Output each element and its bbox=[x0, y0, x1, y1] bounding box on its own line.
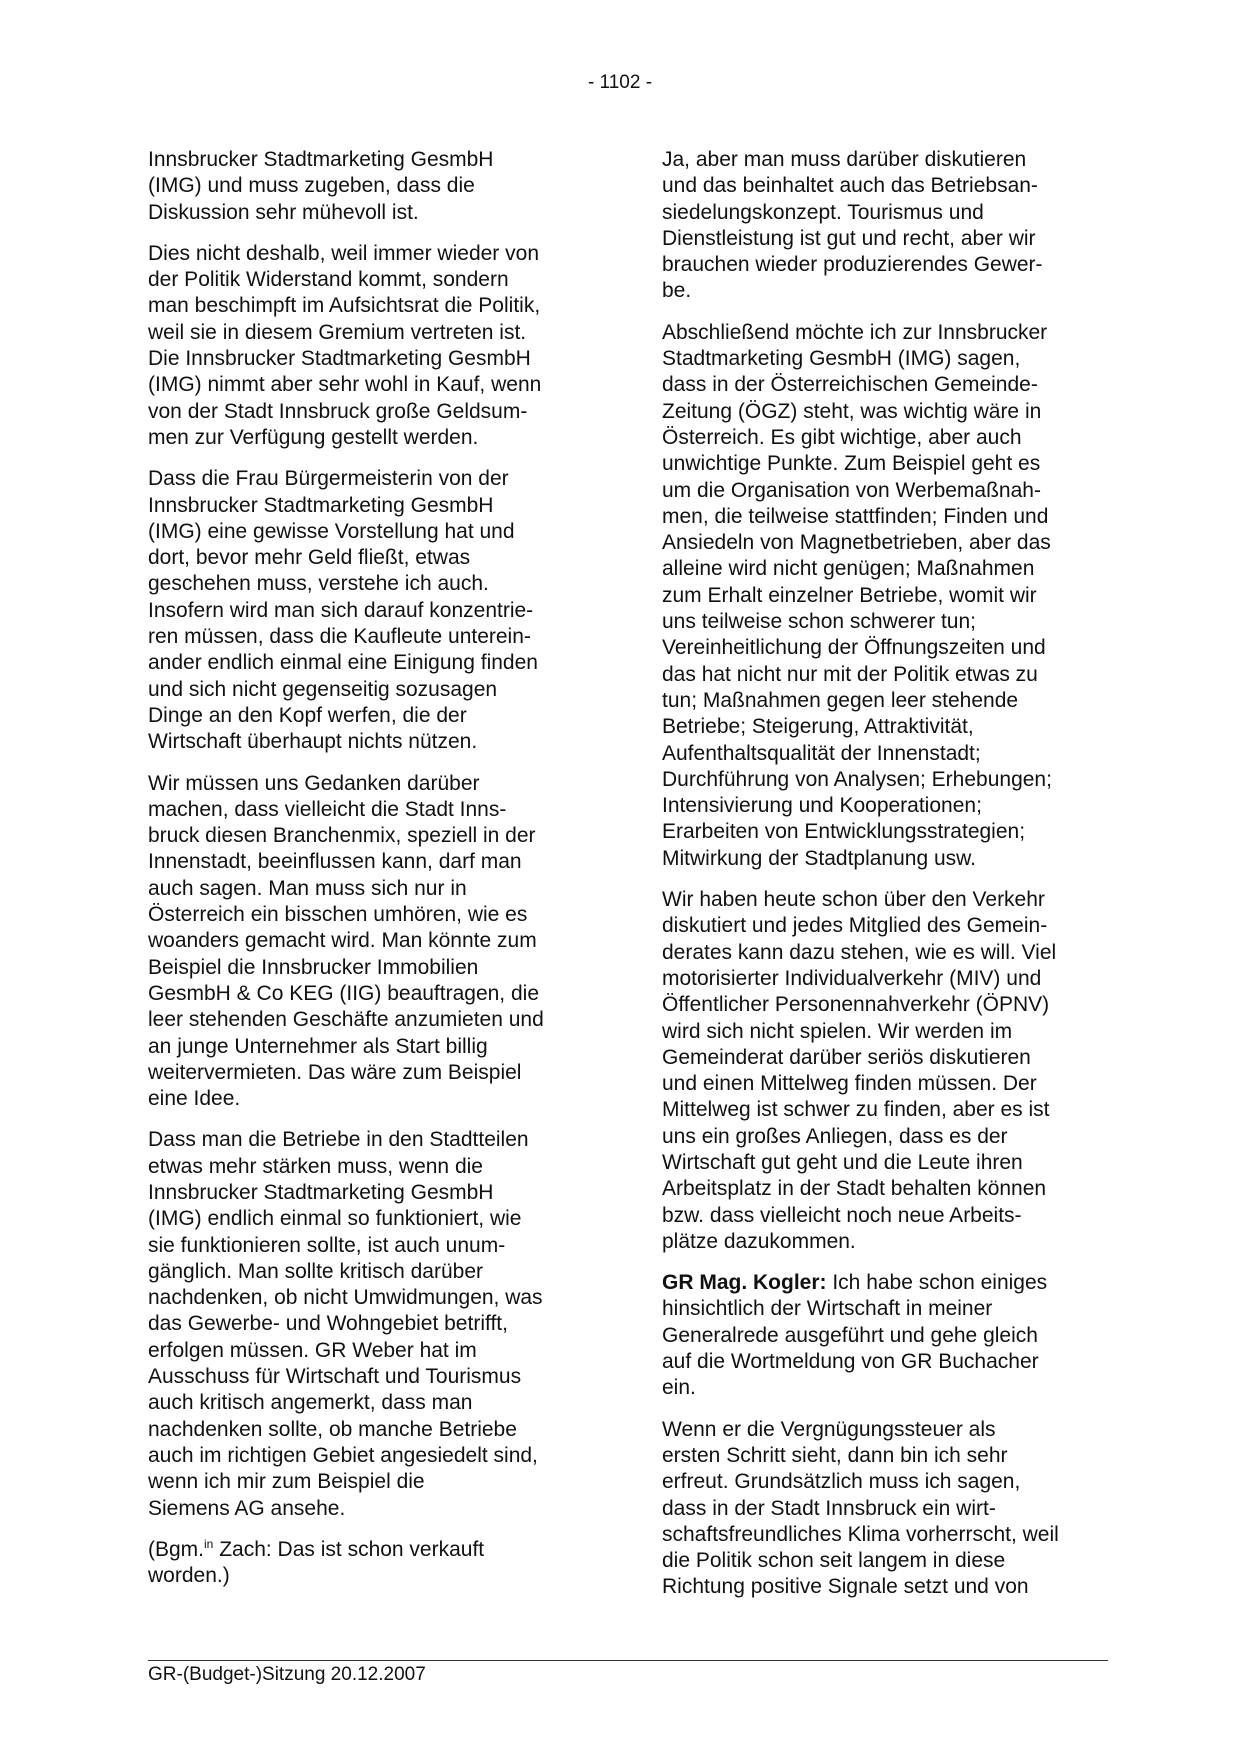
paragraph: Abschließend möchte ich zur Innsbrucker Stadtmarketing GesmbH (IMG) sagen, dass in der Österreichischen Gemeinde- Zeitung (ÖGZ) steht, was wichtig wäre in Österreich. Es gibt wichtige, aber auch unwichtige Punkte. Zum Beispiel geht es um die Organisation von Werbemaßnah- men, die teilweise stattfinden; Finden und Ansiedeln von Magnetbetrieben, aber das alleine wird nicht genügen; Maßnahmen zum Erhalt einzelner Betriebe, womit wir uns teilweise schon schwerer tun; Vereinheitlichung der Öffnungszeiten und das hat nicht nur mit der Politik etwas zu tun; Maßnahmen gegen leer stehende Betriebe; Steigerung, Attraktivität, Aufenthaltsqualität der Innenstadt; Durchführung von Analysen; Erhebungen; Intensivierung und Kooperationen; Erarbeiten von Entwicklungsstrategien; Mitwirkung der Stadtplanung usw. bbox=[662, 320, 1052, 870]
paragraph: Wir müssen uns Gedanken darüber machen, dass vielleicht die Stadt Inns- bruck diesen Branchenmix, speziell in der Innenstadt, beeinflussen kann, darf man auch sagen. Man muss sich nur in Österreich ein bisschen umhören, wie es woanders gemacht wird. Man könnte zum Beispiel die Innsbrucker Immobilien GesmbH & Co KEG (IIG) beauftragen, die leer stehenden Geschäfte anzumieten und an junge Unternehmer als Start billig weitervermieten. Das wäre zum Beispiel eine Idee. bbox=[148, 771, 544, 1111]
speaker-name: GR Mag. Kogler: bbox=[662, 1271, 827, 1295]
left-column bbox=[148, 147, 594, 1604]
footer-divider bbox=[148, 1660, 1108, 1661]
paragraph: Dass man die Betriebe in den Stadtteilen etwas mehr stärken muss, wenn die Innsbrucker Stadtmarketing GesmbH (IMG) endlich einmal so funktioniert, wie sie funktionieren sollte, ist auch unum- gänglich. Man sollte kritisch darüber nachdenken, ob nicht Umwidmungen, was das Gewerbe- und Wohngebiet betrifft, erfolgen müssen. GR Weber hat im Ausschuss für Wirtschaft und Tourismus auch kritisch angemerkt, dass man nachdenken sollte, ob manche Betriebe auch im richtigen Gebiet angesiedelt sind, wenn ich mir zum Beispiel die Siemens AG ansehe. bbox=[148, 1128, 543, 1520]
interjection-prefix: (Bgm. bbox=[148, 1537, 205, 1561]
interjection-superscript: in bbox=[204, 1536, 214, 1551]
paragraph: Dass die Frau Bürgermeisterin von der Innsbrucker Stadtmarketing GesmbH (IMG) eine gewisse Vorstellung hat und dort, bevor mehr Geld fließt, etwas geschehen muss, verstehe ich auch. Insofern wird man sich darauf konzentrie- ren müssen, dass die Kaufleute unterein- ander endlich einmal eine Einigung finden und sich nicht gegenseitig sozusagen Dinge an den Kopf werfen, die der Wirtschaft überhaupt nichts nützen. bbox=[148, 467, 538, 754]
right-column bbox=[662, 147, 1108, 1616]
paragraph: Ja, aber man muss darüber diskutieren und das beinhaltet auch das Betriebsan- siedelungskonzept. Tourismus und Dienstleistung ist gut und recht, aber wir brauchen wieder produzierendes Gewer- be. bbox=[662, 148, 1043, 303]
footer-text: GR-(Budget-)Sitzung 20.12.2007 bbox=[148, 1664, 426, 1685]
paragraph: Wir haben heute schon über den Verkehr diskutiert und jedes Mitglied des Gemein- derates kann dazu stehen, wie es will. Viel motorisierter Individualverkehr (MIV) und Öffentlicher Personennahverkehr (ÖPNV) wird sich nicht spielen. Wir werden im Gemeinderat darüber seriös diskutieren und einen Mittelweg finden müssen. Der Mittelweg ist schwer zu finden, aber es ist uns ein großes Anliegen, dass es der Wirtschaft gut geht und die Leute ihren Arbeitsplatz in der Stadt behalten können bzw. dass vielleicht noch neue Arbeits- plätze dazukommen. bbox=[662, 888, 1057, 1253]
speech-text: Ich habe schon einiges hinsichtlich der Wirtschaft in meiner Generalrede ausgeführt und gehe gleich auf die Wortmeldung von GR Buchacher ein. bbox=[662, 1271, 1048, 1400]
speech-paragraph bbox=[662, 1270, 1108, 1401]
interjection-paragraph bbox=[148, 1537, 594, 1590]
page-number: - 1102 - bbox=[587, 72, 653, 93]
paragraph: Innsbrucker Stadtmarketing GesmbH (IMG) und muss zugeben, dass die Diskussion sehr mühevoll ist. bbox=[148, 148, 494, 224]
paragraph: Wenn er die Vergnügungssteuer als ersten Schritt sieht, dann bin ich sehr erfreut. Grundsätzlich muss ich sagen, dass in der Stadt Innsbruck ein wirt- schaftsfreundliches Klima vorherrscht, weil die Politik schon seit langem in diese Richtung positive Signale setzt und von bbox=[662, 1417, 1059, 1599]
paragraph: Dies nicht deshalb, weil immer wieder von der Politik Widerstand kommt, sondern man beschimpft im Aufsichtsrat die Politik, weil sie in diesem Gremium vertreten ist. Die Innsbrucker Stadtmarketing GesmbH (IMG) nimmt aber sehr wohl in Kauf, wenn von der Stadt Innsbruck große Geldsum- men zur Verfügung gestellt werden. bbox=[148, 241, 542, 449]
interjection-text: Zach: Das ist schon verkauft worden.) bbox=[148, 1537, 485, 1588]
